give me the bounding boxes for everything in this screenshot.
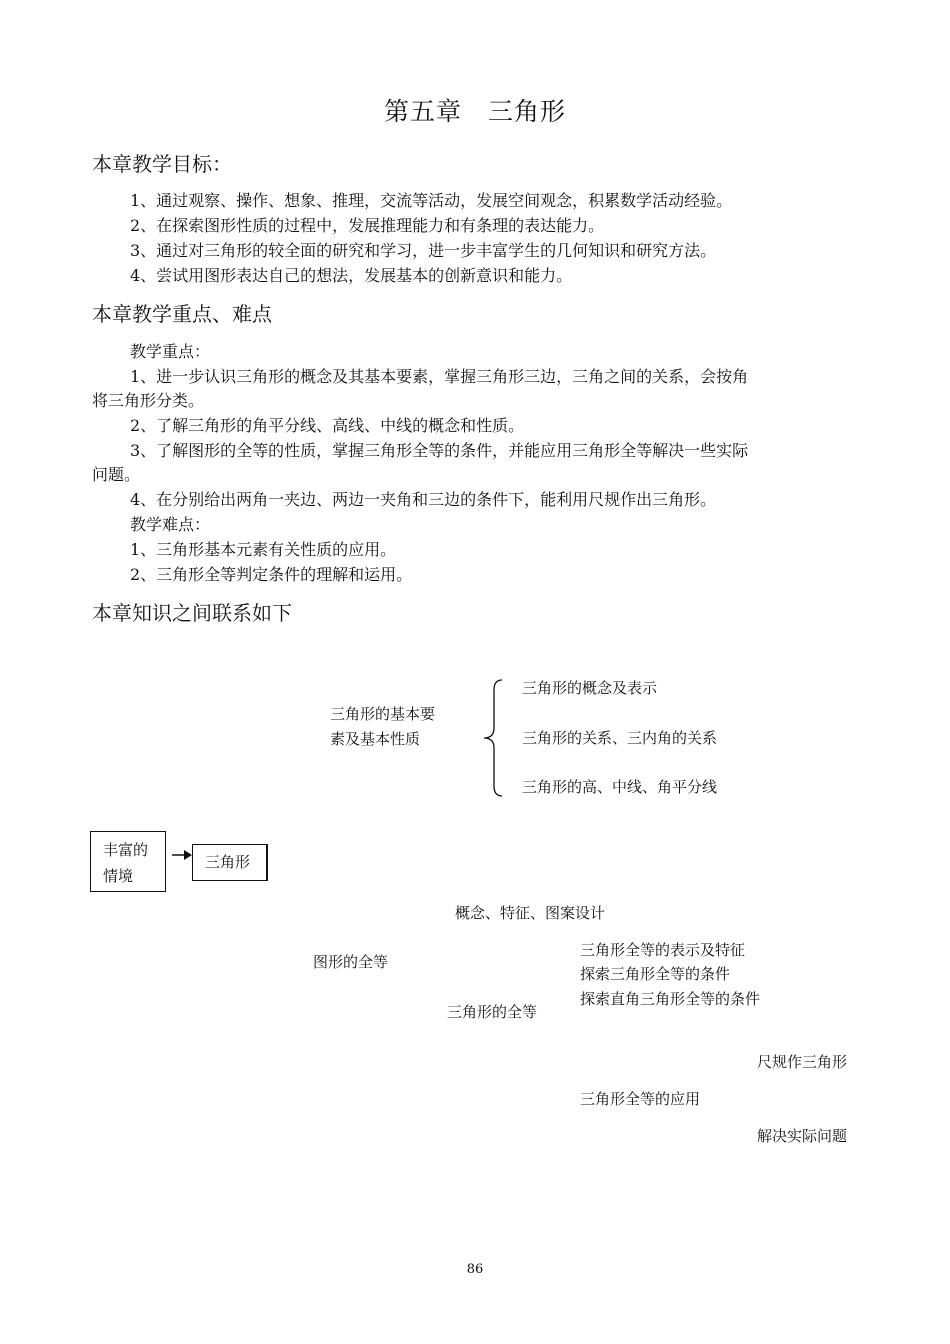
focus-item: 1、进一步认识三角形的概念及其基本要素，掌握三角形三边，三角之间的关系，会按角	[130, 367, 749, 386]
rich-context-box	[90, 831, 166, 892]
goals-heading: 本章教学目标：	[92, 152, 232, 176]
concept-label: 概念、特征、图案设计	[455, 904, 606, 922]
application-label: 三角形全等的应用	[580, 1090, 701, 1108]
brace-item: 三角形的概念及表示	[522, 679, 658, 697]
rich-context-line2: 情境	[103, 867, 134, 885]
difficulty-label: 教学难点：	[130, 515, 211, 534]
figure-congruence-label: 图形的全等	[313, 953, 389, 971]
triangle-box	[192, 844, 268, 881]
practical-label: 解决实际问题	[757, 1127, 848, 1145]
brace-item: 三角形的关系、三内角的关系	[522, 729, 718, 747]
key-points-heading: 本章教学重点、难点	[92, 302, 272, 326]
goal-item: 2、在探索图形性质的过程中，发展推理能力和有条理的表达能力。	[130, 216, 605, 235]
page-title: 第五章 三角形	[383, 97, 566, 126]
rich-context-line1: 丰富的	[103, 841, 149, 859]
focus-item-continuation: 将三角形分类。	[92, 391, 205, 410]
focus-item: 2、了解三角形的角平分线、高线、中线的概念和性质。	[130, 416, 525, 435]
goal-item: 4、尝试用图形表达自己的想法，发展基本的创新意识和能力。	[130, 266, 573, 285]
congruence-item: 探索三角形全等的条件	[580, 965, 731, 983]
focus-label: 教学重点：	[130, 342, 211, 361]
focus-item: 3、了解图形的全等的性质，掌握三角形全等的条件，并能应用三角形全等解决一些实际	[130, 441, 749, 460]
triangle-congruence-label: 三角形的全等	[447, 1003, 538, 1021]
triangle-box-label: 三角形	[205, 853, 251, 871]
basic-elements-label-line2: 素及基本性质	[330, 730, 421, 748]
compass-label: 尺规作三角形	[757, 1053, 848, 1071]
brace-item: 三角形的高、中线、角平分线	[522, 778, 718, 796]
congruence-item: 三角形全等的表示及特征	[580, 941, 746, 959]
focus-item-continuation: 问题。	[92, 465, 141, 484]
page-number: 86	[466, 1262, 484, 1277]
congruence-item: 探索直角三角形全等的条件	[580, 990, 761, 1008]
focus-item: 4、在分别给出两角一夹边、两边一夹角和三边的条件下，能利用尺规作出三角形。	[130, 490, 717, 509]
difficulty-item: 2、三角形全等判定条件的理解和运用。	[130, 565, 413, 584]
arrow-right-icon	[170, 848, 194, 862]
goal-item: 1、通过观察、操作、想象、推理，交流等活动，发展空间观念，积累数学活动经验。	[130, 191, 733, 210]
basic-elements-label-line1: 三角形的基本要	[330, 705, 436, 723]
goal-item: 3、通过对三角形的较全面的研究和学习，进一步丰富学生的几何知识和研究方法。	[130, 241, 717, 260]
brace-icon	[480, 676, 510, 800]
relations-heading: 本章知识之间联系如下	[92, 601, 292, 625]
difficulty-item: 1、三角形基本元素有关性质的应用。	[130, 540, 397, 559]
